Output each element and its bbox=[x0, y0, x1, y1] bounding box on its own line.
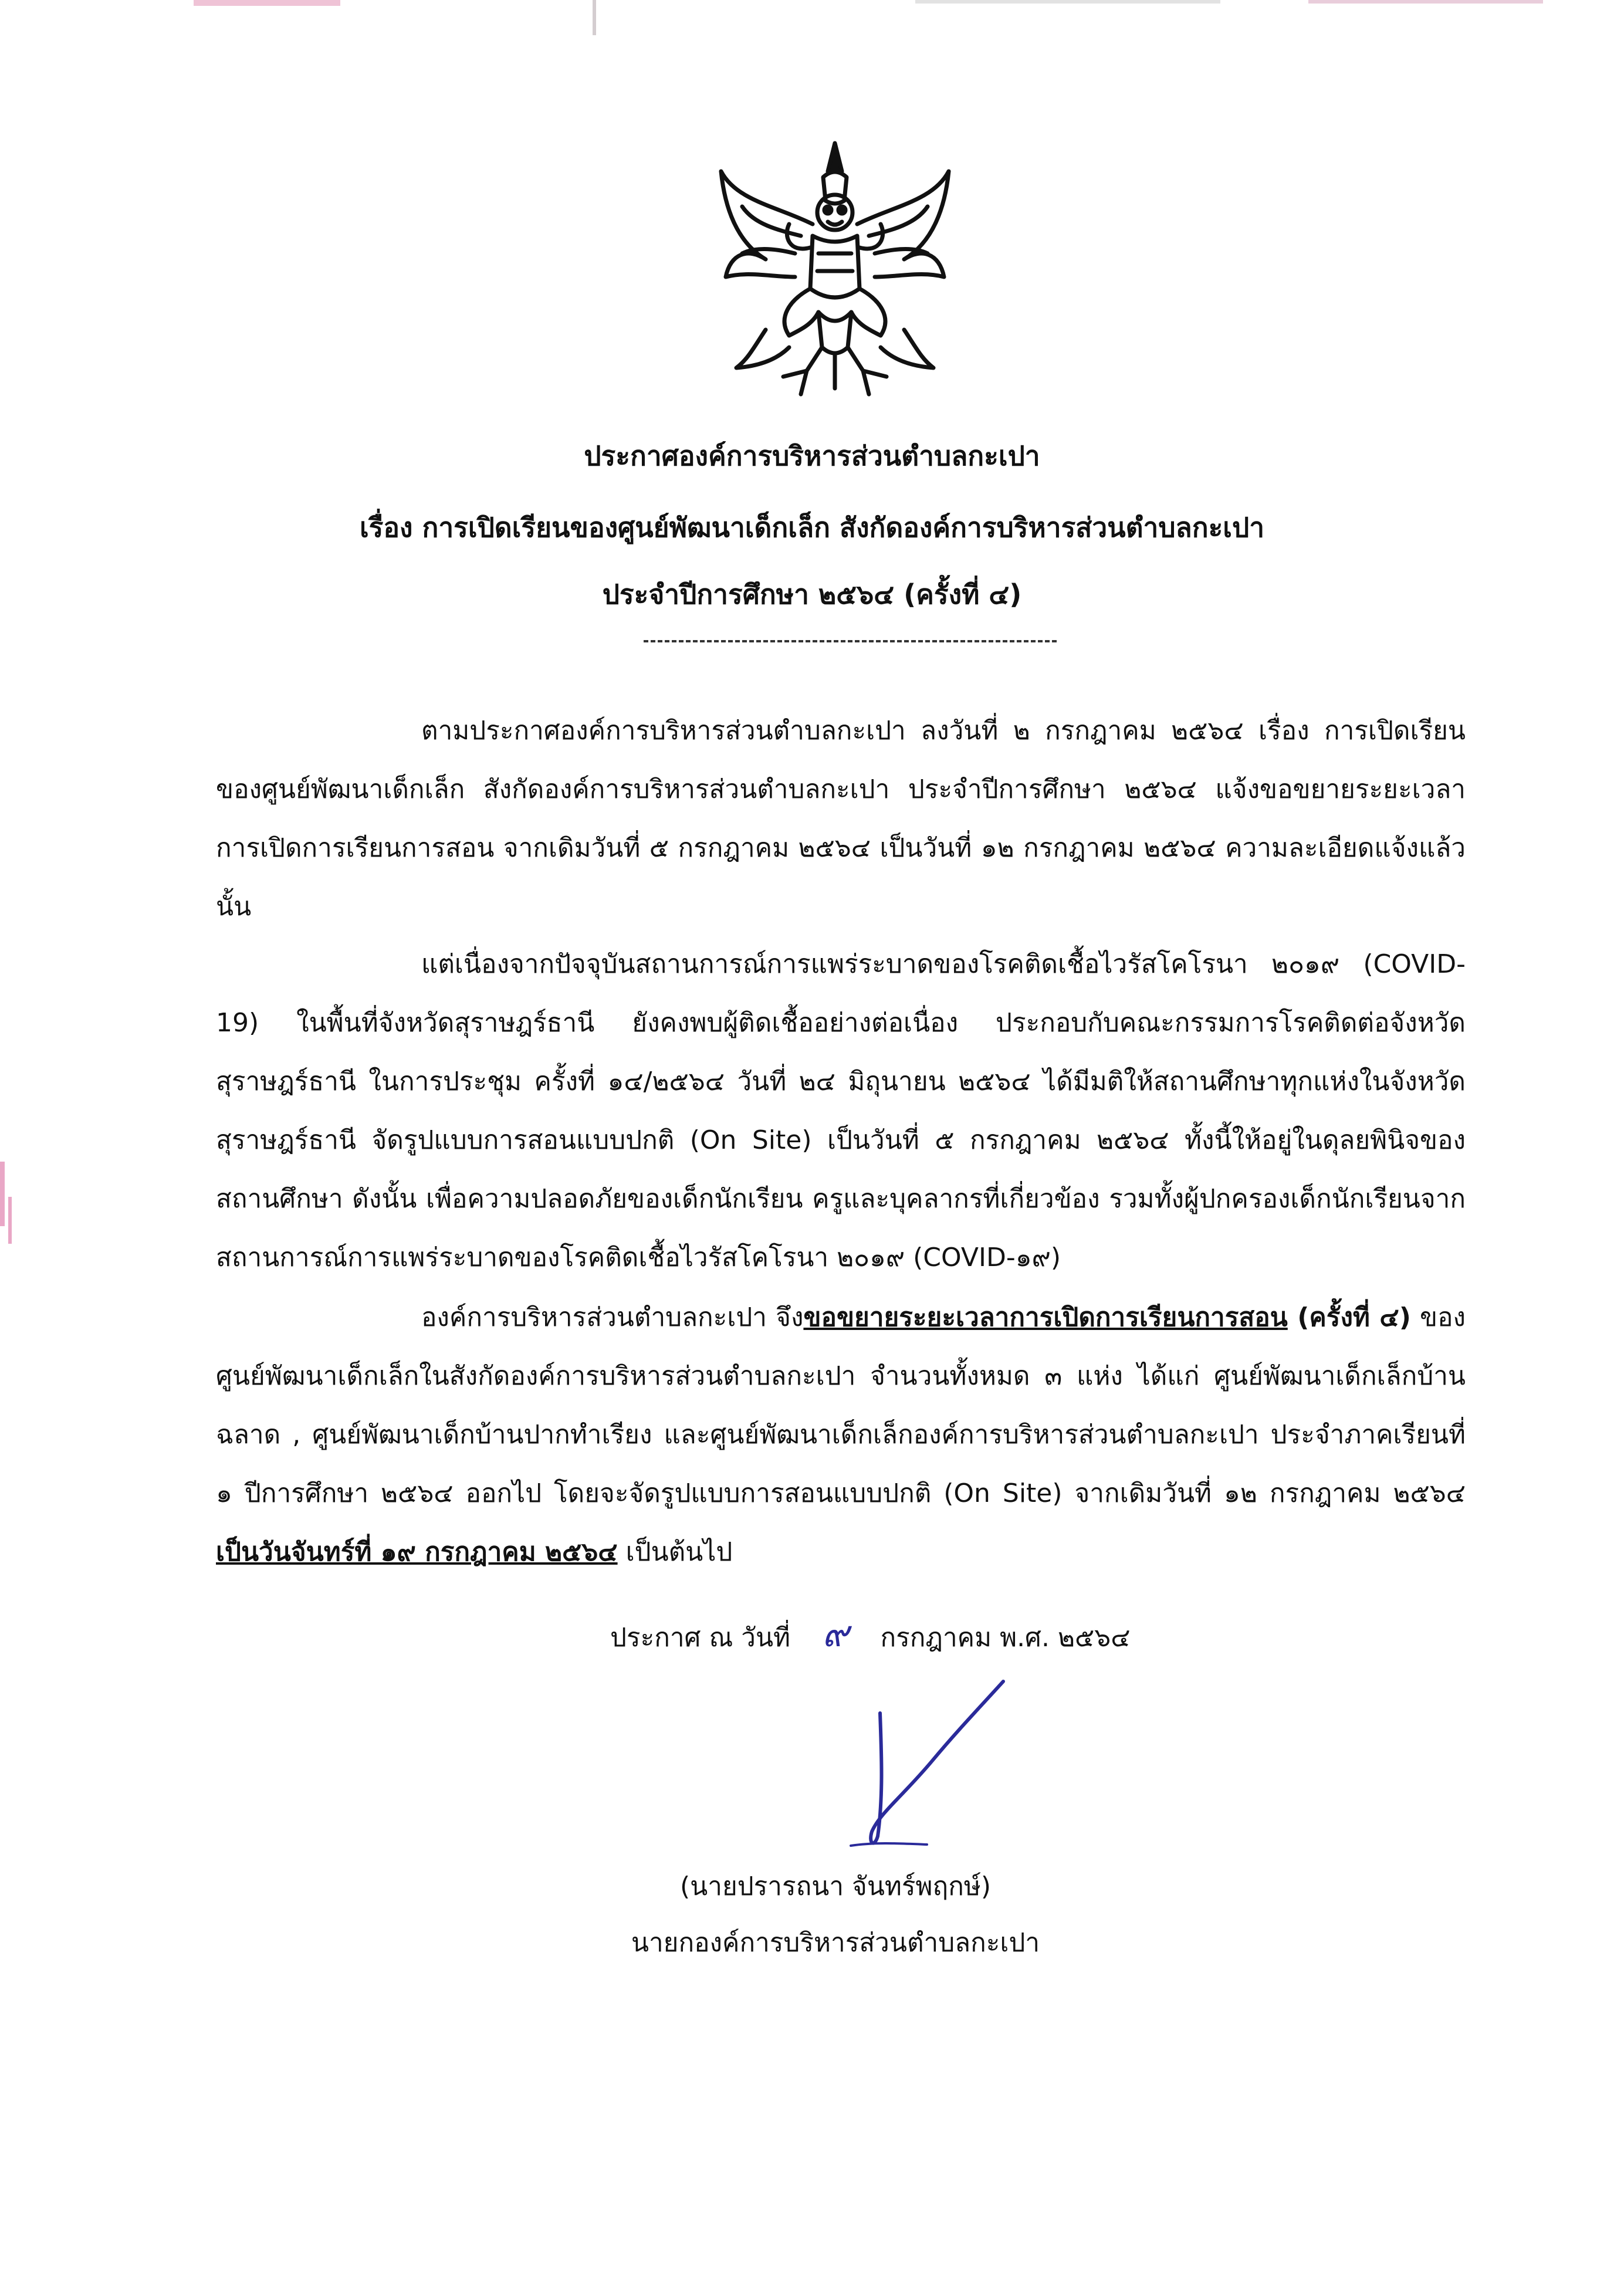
paragraph-3-tail: เป็นต้นไป bbox=[617, 1537, 733, 1567]
new-start-date: เป็นวันจันทร์ที่ ๑๙ กรกฎาคม ๒๕๖๔ bbox=[216, 1537, 618, 1567]
paragraph-1 bbox=[216, 702, 1466, 936]
document-year: ประจำปีการศึกษา ๒๕๖๔ (ครั้งที่ ๔) bbox=[602, 578, 1022, 610]
scan-mark-edge bbox=[8, 1197, 12, 1244]
document-title: ประกาศองค์การบริหารส่วนตำบลกะเปา bbox=[584, 440, 1040, 472]
garuda-emblem-icon bbox=[713, 136, 957, 401]
announce-day: ๙ bbox=[822, 1612, 849, 1655]
announce-prefix: ประกาศ ณ วันที่ bbox=[610, 1623, 791, 1653]
extension-emphasis: ขอขยายระยะเวลาการเปิดการเรียนการสอน bbox=[803, 1302, 1288, 1332]
signatory-position: นายกองค์การบริหารส่วนตำบลกะเปา bbox=[631, 1928, 1040, 1958]
paragraph-3-lead: องค์การบริหารส่วนตำบลกะเปา จึง bbox=[421, 1302, 804, 1332]
scan-mark-top bbox=[1308, 0, 1543, 4]
announce-date bbox=[610, 1612, 1131, 1655]
paragraph-3-text bbox=[216, 1288, 1466, 1582]
extension-count: (ครั้งที่ ๔) bbox=[1287, 1302, 1411, 1332]
scan-mark-top bbox=[593, 0, 596, 35]
scan-mark-edge bbox=[0, 1162, 5, 1226]
signature-image bbox=[839, 1678, 1027, 1854]
scan-mark-top bbox=[915, 0, 1220, 4]
paragraph-2-text: แต่เนื่องจากปัจจุบันสถานการณ์การแพร่ระบาดของโรคติดเชื้อไวรัสโคโรนา ๒๐๑๙ (COVID-19) ในพื้นที่จังหวัดสุราษฎร์ธานี ยังคงพบผู้ติดเชื้ออย่างต่อเนื่อง ประกอบกับคณะกรรมการโรคติดต่อจังหวัดสุราษฎร์ธานี ในการประชุม ครั้งที่ ๑๔/๒๕๖๔ วันที่ ๒๔ มิถุนายน ๒๕๖๔ ได้มีมติให้สถานศึกษาทุกแห่งในจังหวัดสุราษฎร์ธานี จัดรูปแบบการสอนแบบปกติ (On Site) เป็นวันที่ ๕ กรกฎาคม ๒๕๖๔ ทั้งนี้ให้อยู่ในดุลยพินิจของสถานศึกษา ดังนั้น เพื่อความปลอดภัยของเด็กนักเรียน ครูและบุคลากรที่เกี่ยวข้อง รวมทั้งผู้ปกครองเด็กนักเรียนจากสถานการณ์การแพร่ระบาดของโรคติดเชื้อไวรัสโคโรนา ๒๐๑๙ (COVID-๑๙) bbox=[216, 949, 1466, 1273]
announce-suffix: กรกฎาคม พ.ศ. ๒๕๖๔ bbox=[880, 1623, 1131, 1653]
paragraph-3 bbox=[216, 1288, 1466, 1582]
paragraph-1-text: ตามประกาศองค์การบริหารส่วนตำบลกะเปา ลงวันที่ ๒ กรกฎาคม ๒๕๖๔ เรื่อง การเปิดเรียนของศูนย์พัฒนาเด็กเล็ก สังกัดองค์การบริหารส่วนตำบลกะเปา ประจำปีการศึกษา ๒๕๖๔ แจ้งขอขยายระยะเวลาการเปิดการเรียนการสอน จากเดิมวันที่ ๕ กรกฎาคม ๒๕๖๔ เป็นวันที่ ๑๒ กรกฎาคม ๒๕๖๔ ความละเอียดแจ้งแล้วนั้น bbox=[216, 716, 1466, 922]
scan-mark-top bbox=[194, 0, 340, 6]
paragraph-2 bbox=[216, 935, 1466, 1287]
paragraph-3-middle: ของศูนย์พัฒนาเด็กเล็กในสังกัดองค์การบริหารส่วนตำบลกะเปา จำนวนทั้งหมด ๓ แห่ง ได้แก่ ศูนย์พัฒนาเด็กเล็กบ้านฉลาด , ศูนย์พัฒนาเด็กบ้านปากทำเรียง และศูนย์พัฒนาเด็กเล็กองค์การบริหารส่วนตำบลกะเปา ประจำภาคเรียนที่ ๑ ปีการศึกษา ๒๕๖๔ ออกไป โดยจะจัดรูปแบบการสอนแบบปกติ (On Site) จากเดิมวันที่ ๑๒ กรกฎาคม ๒๕๖๔ bbox=[216, 1302, 1466, 1508]
document-subject: เรื่อง การเปิดเรียนของศูนย์พัฒนาเด็กเล็ก สังกัดองค์การบริหารส่วนตำบลกะเปา bbox=[359, 512, 1265, 543]
title-divider bbox=[644, 640, 1057, 642]
signatory-name: (นายปรารถนา จันทร์พฤกษ์) bbox=[680, 1871, 991, 1901]
